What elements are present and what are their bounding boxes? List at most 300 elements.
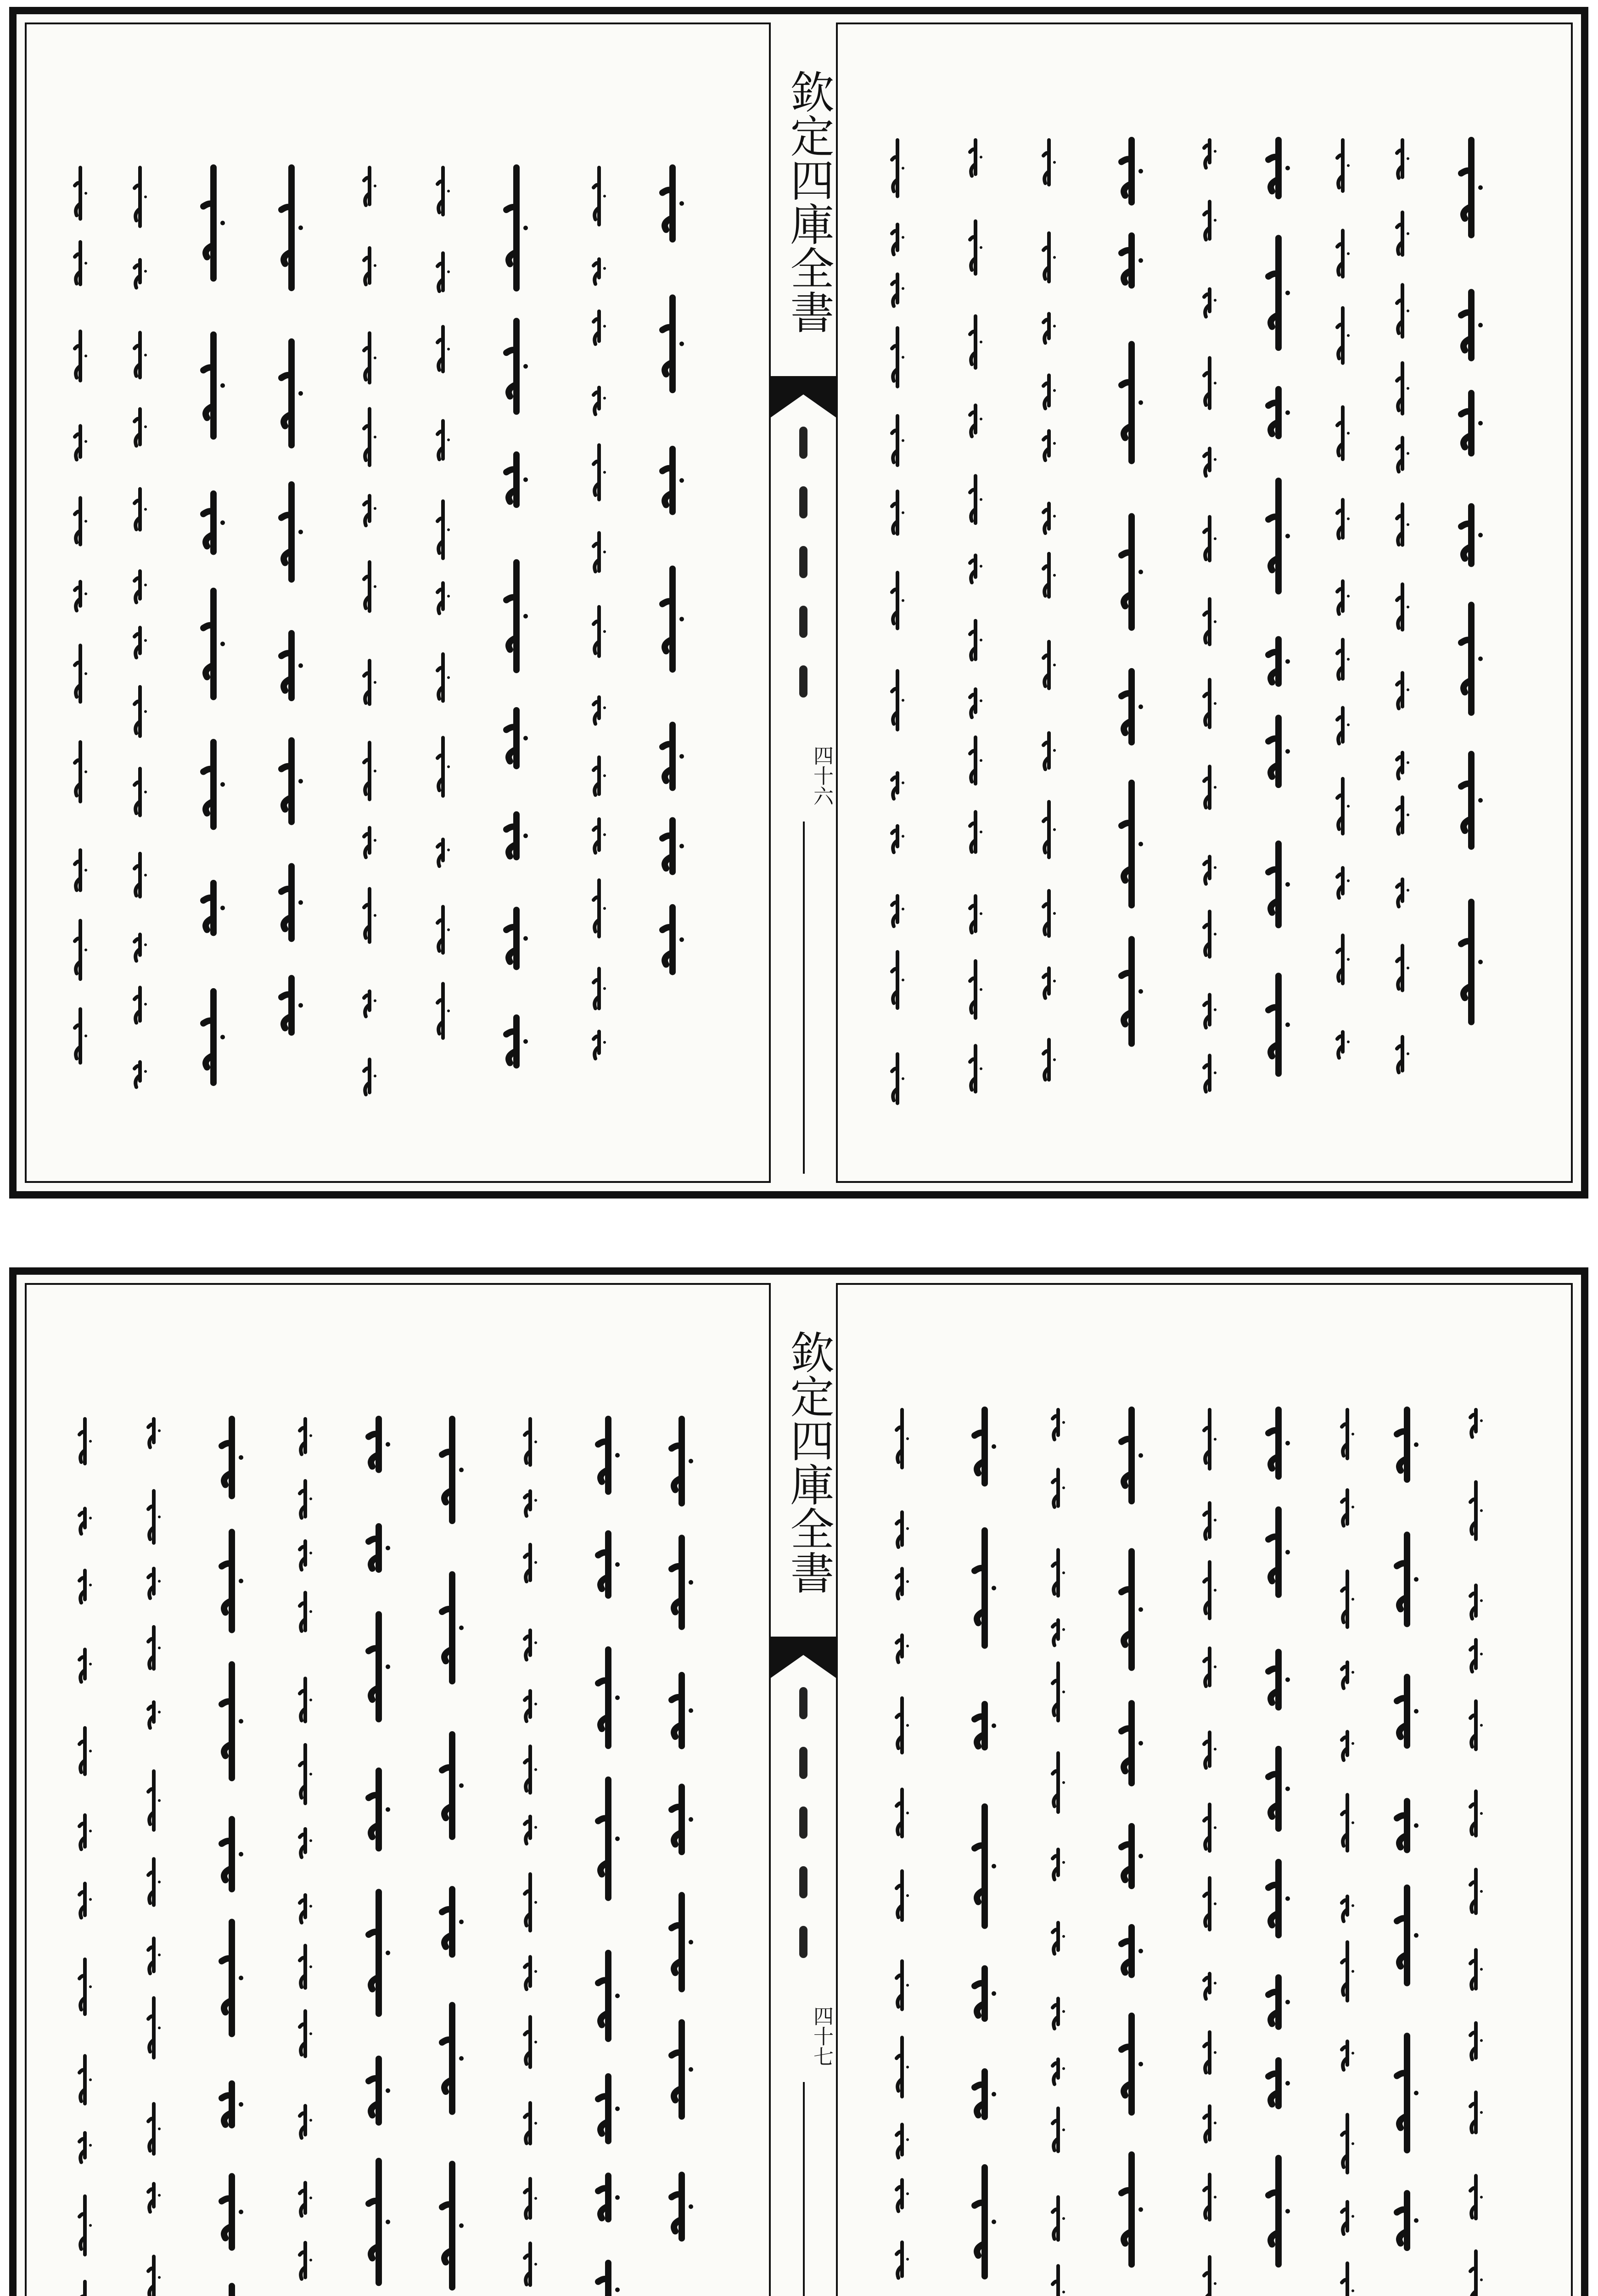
script-mark [799,486,807,518]
script-word [437,253,443,291]
script-word [369,2161,379,2283]
script-glyphs [271,158,312,1123]
script-dot [1285,411,1290,415]
script-dot [1347,958,1350,961]
script-dot [158,1799,161,1802]
script-dot [89,1584,92,1587]
script-word [525,1691,530,1721]
script-dot [1053,161,1056,164]
script-dot [84,672,87,675]
script-word [975,1531,985,1646]
script-word [975,1806,985,1925]
script-dot [679,844,684,849]
script-word [1204,517,1210,561]
script-dot [1138,570,1143,574]
script-word [594,757,599,795]
script-dot [534,1561,537,1564]
script-word [897,1569,902,1598]
script-word [1204,1056,1210,1092]
script-dot [980,246,982,249]
script-dot [902,287,904,290]
script-word [1342,1896,1347,1921]
script-dot [220,520,225,525]
script-glyphs [955,131,996,1118]
script-word [1204,202,1210,240]
script-word [1461,506,1471,564]
script-dot [534,2122,537,2125]
script-mark [799,606,807,638]
script-word [892,671,897,730]
script-word [281,741,292,822]
script-dot [1351,1598,1354,1601]
script-word [594,819,599,853]
script-word [1268,1977,1278,2026]
script-word [1121,1703,1132,1783]
script-word [281,866,292,939]
script-glyphs [60,158,101,1123]
script-dot [144,584,147,586]
script-dot [447,595,450,597]
script-dot [1351,1433,1354,1435]
script-word [1121,671,1132,743]
script-word [897,2180,902,2211]
script-word [300,2106,305,2138]
script-dot [220,1035,225,1039]
script-dot [523,833,528,838]
script-word [975,1704,985,1747]
script-column [1455,1401,1497,2296]
script-word [437,654,443,701]
script-dot [992,1723,996,1728]
script-dot [1347,805,1350,808]
script-dot [1062,1628,1065,1631]
script-word [135,1062,140,1087]
script-word [506,710,516,766]
script-word [1342,2042,1347,2070]
script-word [525,2103,530,2144]
script-word [598,1649,608,1746]
script-dot [1347,658,1350,661]
script-dot [309,1965,312,1968]
script-word [1461,140,1471,235]
script-word [1204,289,1210,317]
script-dot [1347,595,1350,597]
script-dot [1285,749,1290,754]
script-mark [799,1806,807,1839]
script-dot [386,2088,390,2093]
script-dot [534,2041,537,2043]
script-word [1268,844,1278,925]
script-word [222,1922,232,2034]
script-column [64,1410,106,2296]
script-word [135,332,140,377]
script-word [1204,1733,1210,1768]
script-word [506,168,516,288]
script-glyphs [1037,1401,1079,2296]
script-dot [1478,323,1483,327]
script-glyphs [1322,131,1363,1118]
script-word [892,416,897,465]
script-word [662,907,673,972]
script-dot [298,900,303,905]
script-glyphs [133,1410,174,2296]
script-word [369,1615,379,1719]
script-dot [1214,2196,1217,2199]
script-word [594,880,599,937]
script-word [75,742,80,802]
script-dot [158,1580,161,1582]
script-word [1121,1927,1132,1975]
script-dot [906,1812,909,1814]
script-dot [1062,2217,1065,2220]
script-dot [1285,291,1290,295]
script-dot [447,765,450,768]
script-dot [523,936,528,941]
script-word [1268,1510,1278,1595]
script-dot [374,681,376,684]
script-word [364,889,370,942]
script-word [970,140,976,176]
script-dot [1053,979,1056,982]
script-dot [1407,310,1409,312]
script-column [496,158,537,1123]
script-word [525,1545,530,1581]
script-glyphs [1258,1401,1299,2296]
script-word [672,1538,682,1627]
script-mark [799,1687,807,1719]
script-column [349,158,390,1123]
script-dot [603,987,606,990]
script-dot [1478,798,1483,803]
script-dot [459,1626,464,1630]
script-column [877,131,918,1118]
script-dot [1478,533,1483,537]
script-dot [902,511,904,514]
script-word [1397,285,1402,337]
script-word [1043,233,1049,281]
script-dot [534,1441,537,1443]
script-word [1397,945,1402,990]
script-dot [1414,1823,1419,1828]
script-word [1043,375,1049,408]
script-word [222,2083,232,2125]
script-dot [992,1444,996,1449]
script-word [1268,2060,1278,2106]
script-dot [309,1905,312,1908]
script-dot [1062,1486,1065,1489]
script-word [79,2282,85,2296]
script-word [970,896,976,933]
script-word [1397,212,1402,255]
script-word [135,168,140,226]
script-dot [144,791,147,793]
script-dot [459,2223,464,2228]
script-word [203,494,213,551]
script-dot [902,1077,904,1080]
script-dot [309,2259,312,2262]
script-word [1470,2176,1476,2218]
script-dot [1285,1023,1290,1027]
script-word [75,646,80,702]
script-dot [1285,534,1290,538]
script-dot [1347,879,1350,882]
script-dot [1138,1854,1143,1858]
script-word [1470,2023,1476,2060]
script-word [892,140,897,196]
script-word [892,826,897,852]
script-dot [1351,1742,1354,1745]
script-column [652,158,693,1123]
script-dot [298,779,303,783]
script-glyphs [432,1410,473,2296]
script-dot [386,1665,390,1669]
script-word [1268,1862,1278,1935]
script-word [364,1059,370,1094]
script-column [1451,131,1492,1118]
script-dot [1285,2081,1290,2086]
script-mark [799,427,807,459]
script-dot [1351,2290,1354,2292]
script-dot [309,1699,312,1701]
script-word [203,591,213,697]
script-mark [799,665,807,698]
script-dot [906,1984,909,1986]
script-word [672,2175,682,2238]
script-word [892,225,897,254]
script-dot [1480,2196,1483,2199]
script-dot [1285,1786,1290,1791]
script-word [369,1892,379,2014]
script-dot [1407,452,1409,455]
script-dot [1407,889,1409,892]
script-dot [309,1839,312,1842]
script-dot [447,190,450,192]
script-dot [239,2210,243,2214]
script-dot [239,1975,243,1980]
script-word [525,1746,530,1793]
script-dot [992,2219,996,2224]
script-word [135,409,140,446]
script-column [1189,131,1230,1118]
script-dot [1053,574,1056,577]
script-word [1204,2257,1210,2296]
script-word [1337,407,1343,459]
script-word [1053,2059,1058,2084]
script-dot [1285,2000,1290,2004]
script-dot [1347,518,1350,520]
script-word [897,1635,902,1662]
script-word [1397,1535,1407,1624]
script-word [1053,1923,1058,1954]
script-word [135,260,140,288]
script-word [364,743,370,799]
script-dot [374,1075,376,1077]
script-word [1342,1942,1347,2000]
script-word [135,854,140,897]
script-word [437,168,443,214]
script-glyphs [877,131,918,1118]
script-dot [1053,664,1056,666]
script-word [300,1895,305,1923]
script-word [594,697,599,724]
script-dot [239,1455,243,1460]
script-dot [1285,1441,1290,1446]
script-word [1043,1040,1049,1080]
script-word [1204,857,1210,884]
script-dot [534,1499,537,1502]
script-dot [89,1750,92,1752]
script-dot [1138,169,1143,174]
script-column [881,1401,923,2296]
script-word [897,1871,902,1920]
script-word [598,2077,608,2141]
script-glyphs [1451,131,1492,1118]
script-word [594,533,599,572]
script-word [79,1815,85,1849]
script-word [135,489,140,530]
script-word [897,1698,902,1753]
script-word [1268,976,1278,1074]
script-word [892,274,897,306]
script-dot [298,664,303,668]
script-word [970,1046,976,1092]
script-dot [534,1641,537,1644]
script-dot [459,1783,464,1788]
script-dot [374,999,376,1002]
script-dot [906,1644,909,1647]
script-word [892,491,897,534]
script-word [79,1959,85,2014]
script-glyphs [1258,131,1299,1118]
script-word [1342,1571,1347,1627]
script-word [281,168,292,288]
script-dot [1138,400,1143,405]
script-dot [980,639,982,642]
script-word [594,311,599,344]
script-dot [1214,620,1217,623]
script-word [1204,1878,1210,1930]
script-word [437,327,443,371]
script-dot [980,498,982,501]
script-word [1470,1869,1476,1913]
script-dot [1214,1008,1217,1011]
script-dot [447,929,450,931]
script-dot [679,342,684,346]
script-word [1053,1469,1058,1507]
script-word [970,476,976,523]
script-dot [980,417,982,420]
script-word [1121,939,1132,1043]
script-column [1111,131,1152,1118]
script-word [369,1419,379,1470]
script-word [1397,1037,1402,1073]
script-word [1043,314,1049,343]
script-word [892,952,897,1008]
script-word [281,633,292,698]
script-dot [603,325,606,327]
script-word [300,1829,305,1857]
script-dot [1480,1599,1483,1602]
script-dot [1407,688,1409,691]
script-word [1470,1640,1476,1671]
script-word [892,1054,897,1103]
script-dot [1138,704,1143,709]
script-word [1470,1950,1476,1989]
script-dot [89,1898,92,1901]
script-word [594,607,599,656]
script-glyphs [510,1410,551,2296]
script-dot [1478,185,1483,190]
script-word [662,725,673,788]
script-word [442,1419,452,1521]
script-word [75,426,80,460]
script-word [364,409,370,465]
script-column [422,158,464,1123]
script-word [1342,1795,1347,1851]
script-word [1337,308,1343,363]
script-dot [1480,1968,1483,1970]
script-word [897,1961,902,2009]
script-word [79,1884,85,1918]
script-dot [906,2258,909,2261]
script-dot [374,914,376,917]
script-glyphs [1111,1401,1152,2296]
script-dot [144,425,147,428]
script-dot [144,508,147,511]
script-word [148,1569,154,1598]
script-word [1204,1503,1210,1539]
script-dot [902,699,904,702]
script-word [135,571,140,602]
script-word [594,388,599,414]
script-word [1053,1998,1058,2028]
script-dot [1407,523,1409,526]
script-word [148,1702,154,1728]
script-dot [1053,515,1056,518]
script-word [1204,2106,1210,2142]
script-dot [1214,458,1217,461]
script-word [79,2133,85,2162]
script-word [1268,2158,1278,2264]
script-dot [523,1039,528,1044]
script-dot [1062,2128,1065,2131]
script-word [148,1771,154,1830]
script-word [1043,140,1049,185]
script-dot [1285,1677,1290,1682]
script-dot [1214,299,1217,302]
script-dot [386,1807,390,1812]
script-word [970,555,976,582]
script-dot [1214,1071,1217,1074]
script-word [1461,754,1471,846]
script-dot [144,1070,147,1073]
script-word [437,839,443,866]
script-dot [1214,1438,1217,1441]
script-dot [158,2127,161,2130]
script-dot [1062,1935,1065,1938]
script-word [672,1419,682,1503]
script-word [75,582,80,611]
script-word [897,2242,902,2278]
script-glyphs [1111,131,1152,1118]
script-dot [1053,389,1056,392]
script-dot [89,2224,92,2227]
script-word [135,988,140,1023]
script-word [442,1734,452,1837]
script-dot [1138,1453,1143,1458]
script-dot [1053,749,1056,752]
script-word [1397,879,1402,906]
